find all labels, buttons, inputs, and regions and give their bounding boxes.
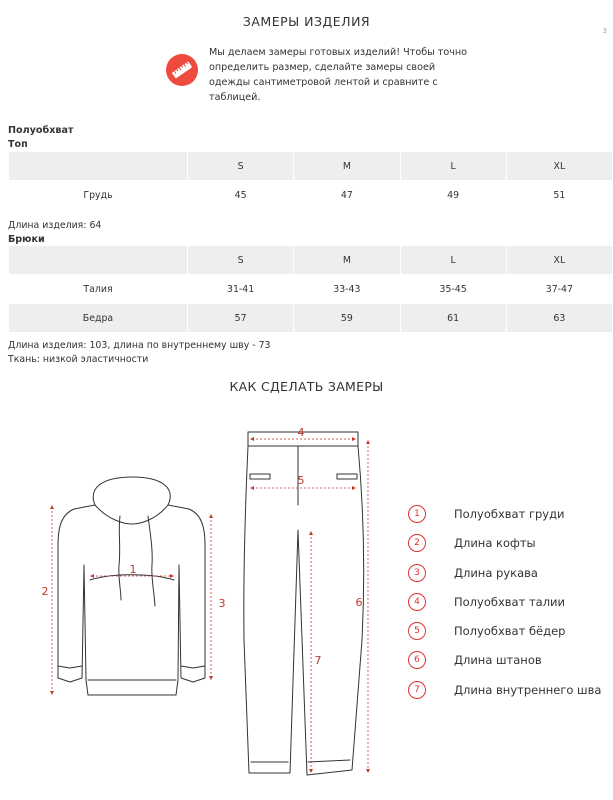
intro-line: Мы делаем замеры готовых изделий! Чтобы точно — [209, 47, 468, 58]
table-cell: 45 — [188, 181, 294, 210]
diagram-number-5: 5 — [297, 474, 305, 487]
table-row — [9, 304, 613, 333]
fabric-note: Ткань: низкой эластичности — [8, 354, 149, 365]
diagram-number-4: 4 — [297, 426, 305, 439]
table-corner-cell — [9, 152, 188, 181]
size-header-s: S — [188, 152, 294, 181]
legend-number: 5 — [408, 622, 426, 640]
legend-label: Длина штанов — [454, 653, 542, 667]
legend-label: Полуобхват талии — [454, 595, 565, 609]
table-header-row — [9, 246, 613, 275]
how-to-title: КАК СДЕЛАТЬ ЗАМЕРЫ — [229, 379, 384, 394]
hoodie-drawing — [58, 477, 205, 695]
table-cell: 35-45 — [400, 275, 506, 304]
row-label: Грудь — [9, 181, 188, 210]
intro-line: одежды сантиметровой лентой и сравните с — [209, 77, 438, 88]
corner-mark: 3 — [602, 27, 607, 35]
size-header-s: S — [188, 246, 294, 275]
table-cell: 31-41 — [188, 275, 294, 304]
table-cell: 63 — [506, 304, 612, 333]
legend-label: Длина внутреннего шва — [454, 683, 602, 697]
size-header-xl: XL — [506, 152, 612, 181]
table-cell: 49 — [400, 181, 506, 210]
table-header-row — [9, 152, 613, 181]
legend-number: 6 — [408, 651, 426, 669]
table-cell: 61 — [400, 304, 506, 333]
intro-line: таблицей. — [209, 92, 261, 103]
table-row — [9, 181, 613, 210]
diagram-number-3: 3 — [218, 597, 226, 610]
legend-label: Длина рукава — [454, 566, 538, 580]
diagram-number-2: 2 — [41, 585, 49, 598]
measurement-lines — [52, 439, 368, 771]
legend-label: Длина кофты — [454, 536, 536, 550]
legend-number: 2 — [408, 534, 426, 552]
top-length-note: Длина изделия: 64 — [8, 220, 102, 231]
table-row — [9, 275, 613, 304]
measurement-diagram — [0, 410, 400, 790]
legend-label: Полуобхват бёдер — [454, 624, 566, 638]
page-title: ЗАМЕРЫ ИЗДЕЛИЯ — [242, 14, 371, 29]
size-header-m: M — [294, 246, 400, 275]
section-label-halfgirth: Полуобхват — [8, 125, 74, 136]
table-cell: 59 — [294, 304, 400, 333]
legend-number: 3 — [408, 564, 426, 582]
row-label: Бедра — [9, 304, 188, 333]
pants-size-table — [8, 245, 613, 333]
legend-number: 1 — [408, 505, 426, 523]
section-label-pants: Брюки — [8, 234, 45, 245]
table-corner-cell — [9, 246, 188, 275]
intro-line: определить размер, сделайте замеры своей — [209, 62, 436, 73]
size-header-l: L — [400, 246, 506, 275]
size-header-l: L — [400, 152, 506, 181]
diagram-number-6: 6 — [355, 596, 363, 609]
row-label: Талия — [9, 275, 188, 304]
size-header-m: M — [294, 152, 400, 181]
table-cell: 57 — [188, 304, 294, 333]
legend-number: 4 — [408, 593, 426, 611]
size-header-xl: XL — [506, 246, 612, 275]
legend-number: 7 — [408, 681, 426, 699]
legend-label: Полуобхват груди — [454, 507, 565, 521]
intro-text — [209, 45, 469, 105]
diagram-number-7: 7 — [314, 654, 322, 667]
table-cell: 37-47 — [506, 275, 612, 304]
table-cell: 33-43 — [294, 275, 400, 304]
diagram-number-1: 1 — [129, 563, 137, 576]
measuring-tape-icon — [166, 54, 198, 86]
section-label-top: Топ — [8, 139, 28, 150]
table-cell: 47 — [294, 181, 400, 210]
pants-length-note: Длина изделия: 103, длина по внутреннему шву - 73 — [8, 340, 271, 351]
top-size-table — [8, 151, 613, 210]
table-cell: 51 — [506, 181, 612, 210]
